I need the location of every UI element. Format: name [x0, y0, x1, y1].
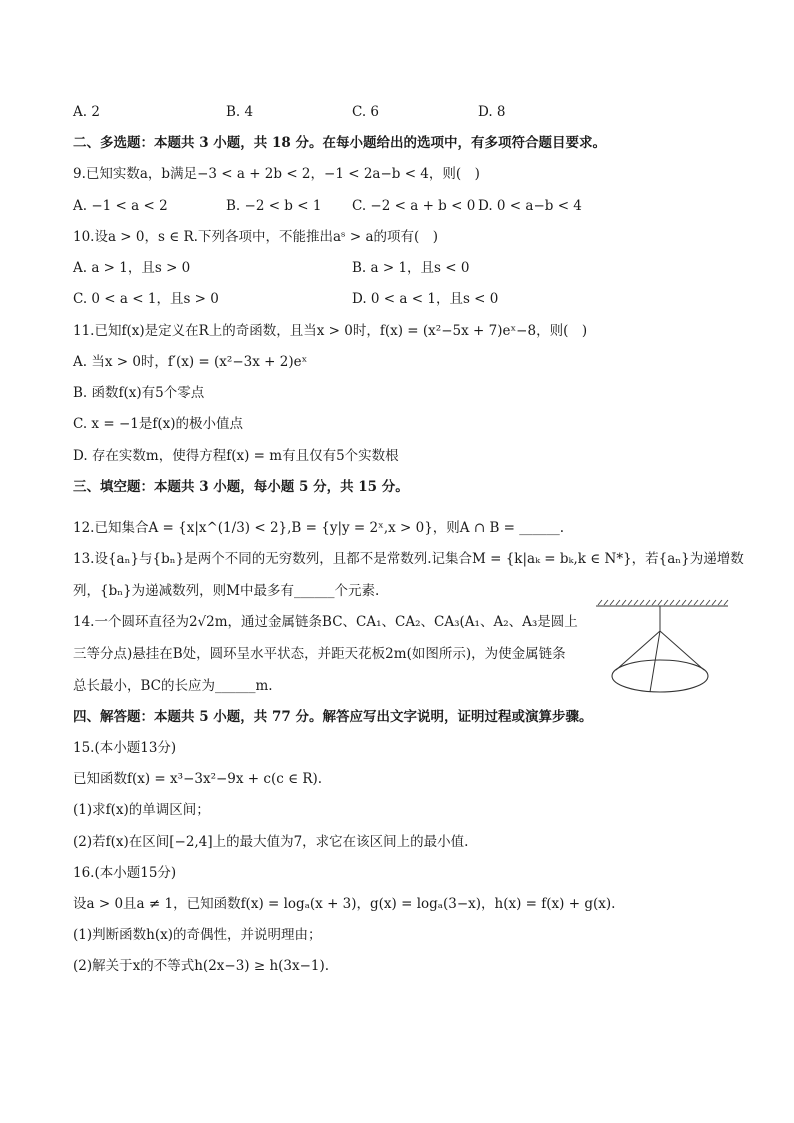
ring-ellipse: [612, 660, 708, 692]
q8-option-d: D. 8: [478, 104, 506, 120]
q11-option-d: D. 存在实数m，使得方程f(x) = m有且仅有5个实数根: [73, 448, 399, 464]
section3-title: 三、填空题：本题共 3 小题，每小题 5 分，共 15 分。: [73, 479, 409, 495]
q10-option-a: A. a > 1，且s > 0: [73, 260, 191, 276]
q15-part1: (1)求f(x)的单调区间；: [73, 802, 210, 818]
q14-line3: 总长最小，BC的长应为______m.: [73, 678, 273, 694]
q13-line2: 列，{bₙ}为递减数列，则M中最多有______个元素.: [73, 583, 380, 599]
q11-stem: 11.已知f(x)是定义在R上的奇函数，且当x > 0时，f(x) = (x²−5x + 7)eˣ−8，则( ): [73, 323, 588, 339]
q15-header: 15.(本小题13分): [73, 740, 177, 756]
section4-title: 四、解答题：本题共 5 小题，共 77 分。解答应写出文字说明，证明过程或演算步骤。: [73, 709, 593, 725]
q10-option-d: D. 0 < a < 1，且s < 0: [352, 291, 499, 307]
q11-option-c: C. x = −1是f(x)的极小值点: [73, 416, 243, 432]
q8-option-b: B. 4: [226, 104, 254, 120]
section2-title: 二、多选题：本题共 3 小题，共 18 分。在每小题给出的选项中，有多项符合题目要求。: [73, 135, 606, 151]
q11-option-a: A. 当x > 0时，f′(x) = (x²−3x + 2)eˣ: [73, 354, 308, 370]
q14-line2: 三等分点)悬挂在B处，圆环呈水平状态，并距天花板2m(如图所示)，为使金属链条: [73, 646, 566, 662]
q8-option-c: C. 6: [352, 104, 380, 120]
q10-stem: 10.设a > 0，s ∈ R.下列各项中，不能推出aˢ > a的项有( ): [73, 229, 439, 245]
q16-header: 16.(本小题15分): [73, 865, 177, 881]
hanging-ring-figure: [594, 597, 730, 697]
q14-line1: 14.一个圆环直径为2√2m，通过金属链条BC、CA₁、CA₂、CA₃(A₁、A₂、A₃是圆上: [73, 614, 578, 630]
q9-option-a: A. −1 < a < 2: [73, 198, 168, 214]
q16-part1: (1)判断函数h(x)的奇偶性，并说明理由；: [73, 927, 322, 943]
q16-stem: 设a > 0且a ≠ 1，已知函数f(x) = logₐ(x + 3)，g(x) = logₐ(3−x)，h(x) = f(x) + g(x).: [73, 896, 616, 912]
chain-ca2: [660, 631, 704, 670]
q15-part2: (2)若f(x)在区间[−2,4]上的最大值为7，求它在该区间上的最小值.: [73, 834, 469, 850]
q12-question: 12.已知集合A = {x|x^(1/3) < 2},B = {y|y = 2ˣ,x > 0}，则A ∩ B = ______.: [73, 520, 565, 536]
chain-ca3: [650, 631, 660, 692]
q8-option-a: A. 2: [73, 104, 100, 120]
q13-line1: 13.设{aₙ}与{bₙ}是两个不同的无穷数列，且都不是常数列.记集合M = {k|aₖ = bₖ,k ∈ N*}，若{aₙ}为递增数: [73, 551, 744, 567]
chain-ca1: [616, 631, 660, 670]
q10-option-c: C. 0 < a < 1，且s > 0: [73, 291, 219, 307]
ceiling-line: [596, 600, 728, 606]
q9-option-b: B. −2 < b < 1: [226, 198, 322, 214]
q16-part2: (2)解关于x的不等式h(2x−3) ≥ h(3x−1).: [73, 958, 330, 974]
q11-option-b: B. 函数f(x)有5个零点: [73, 385, 205, 401]
q9-stem: 9.已知实数a，b满足−3 < a + 2b < 2，−1 < 2a−b < 4，则( ): [73, 166, 480, 182]
q9-option-c: C. −2 < a + b < 0: [352, 198, 476, 214]
q15-stem: 已知函数f(x) = x³−3x²−9x + c(c ∈ R).: [73, 771, 323, 787]
q9-option-d: D. 0 < a−b < 4: [478, 198, 582, 214]
q10-option-b: B. a > 1，且s < 0: [352, 260, 470, 276]
